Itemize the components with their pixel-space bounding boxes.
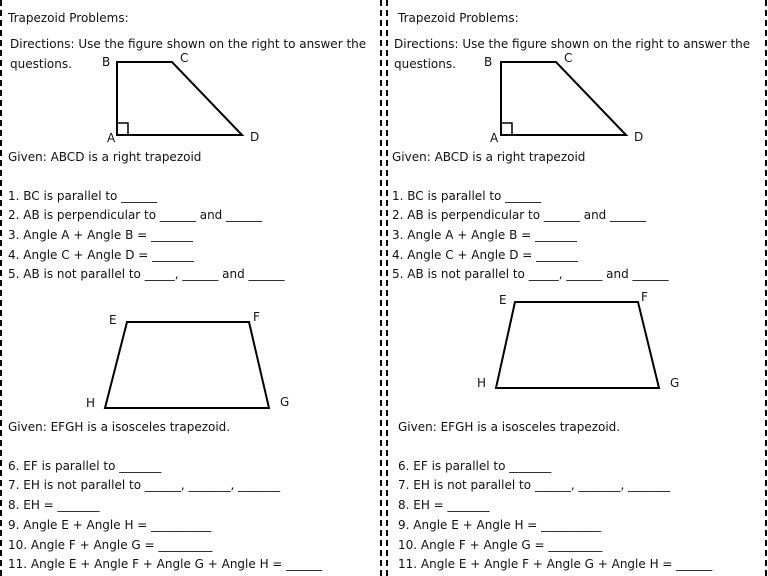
given-isosceles-trapezoid: Given: EFGH is a isosceles trapezoid. [8, 420, 231, 434]
directions-line-1: Directions: Use the figure shown on the right to answer the [394, 37, 751, 51]
worksheet-right [384, 0, 768, 576]
question-9: 9. Angle E + Angle H = __________ [398, 518, 602, 532]
isosceles-trapezoid-efgh [105, 322, 269, 408]
vertex-label-b: B [484, 55, 493, 69]
vertex-label-e: E [499, 293, 507, 307]
question-4: 4. Angle C + Angle D = _______ [8, 248, 195, 262]
given-right-trapezoid: Given: ABCD is a right trapezoid [392, 150, 586, 164]
question-9: 9. Angle E + Angle H = __________ [8, 518, 212, 532]
question-6: 6. EF is parallel to _______ [398, 459, 552, 473]
question-7: 7. EH is not parallel to ______, _______, _______ [8, 478, 281, 492]
question-5: 5. AB is not parallel to _____, ______ and ______ [8, 267, 285, 281]
right-trapezoid-abcd [117, 62, 242, 135]
right-trapezoid-abcd [501, 62, 626, 135]
worksheet-title: Trapezoid Problems: [398, 11, 519, 25]
directions-line-2: questions. [10, 57, 72, 71]
vertex-label-c: C [564, 51, 573, 65]
vertex-label-h: H [86, 396, 96, 410]
vertex-label-a: A [490, 131, 499, 145]
vertex-label-a: A [107, 131, 116, 145]
question-7: 7. EH is not parallel to ______, _______, _______ [398, 478, 671, 492]
question-11: 11. Angle E + Angle F + Angle G + Angle H = ______ [398, 557, 713, 571]
question-1: 1. BC is parallel to ______ [392, 189, 542, 203]
question-8: 8. EH = _______ [398, 498, 490, 512]
vertex-label-h: H [477, 376, 487, 390]
question-1: 1. BC is parallel to ______ [8, 189, 158, 203]
vertex-label-g: G [280, 395, 290, 409]
directions-line-2: questions. [394, 57, 456, 71]
question-8: 8. EH = _______ [8, 498, 100, 512]
isosceles-trapezoid-efgh [496, 302, 659, 388]
center-cut-line-inner [386, 0, 388, 576]
question-11: 11. Angle E + Angle F + Angle G + Angle H = ______ [8, 557, 323, 571]
question-4: 4. Angle C + Angle D = _______ [392, 248, 579, 262]
vertex-label-c: C [180, 51, 189, 65]
vertex-label-f: F [641, 290, 648, 304]
directions-line-1: Directions: Use the figure shown on the right to answer the [10, 37, 367, 51]
vertex-label-f: F [253, 310, 260, 324]
question-6: 6. EF is parallel to _______ [8, 459, 162, 473]
question-2: 2. AB is perpendicular to ______ and ______ [392, 208, 647, 222]
right-cut-line [765, 0, 767, 576]
question-10: 10. Angle F + Angle G = _________ [8, 538, 213, 552]
question-5: 5. AB is not parallel to _____, ______ and ______ [392, 267, 669, 281]
question-10: 10. Angle F + Angle G = _________ [398, 538, 603, 552]
vertex-label-d: D [634, 130, 644, 144]
given-right-trapezoid: Given: ABCD is a right trapezoid [8, 150, 202, 164]
question-3: 3. Angle A + Angle B = _______ [8, 228, 193, 242]
given-isosceles-trapezoid: Given: EFGH is a isosceles trapezoid. [398, 420, 621, 434]
question-3: 3. Angle A + Angle B = _______ [392, 228, 577, 242]
vertex-label-d: D [250, 130, 260, 144]
left-cut-line [0, 0, 2, 576]
center-cut-line [380, 0, 382, 576]
vertex-label-g: G [670, 376, 680, 390]
vertex-label-e: E [109, 313, 117, 327]
question-2: 2. AB is perpendicular to ______ and ______ [8, 208, 263, 222]
right-angle-mark [117, 123, 128, 135]
right-angle-mark [501, 123, 512, 135]
vertex-label-b: B [102, 55, 111, 69]
worksheet-title: Trapezoid Problems: [8, 11, 129, 25]
